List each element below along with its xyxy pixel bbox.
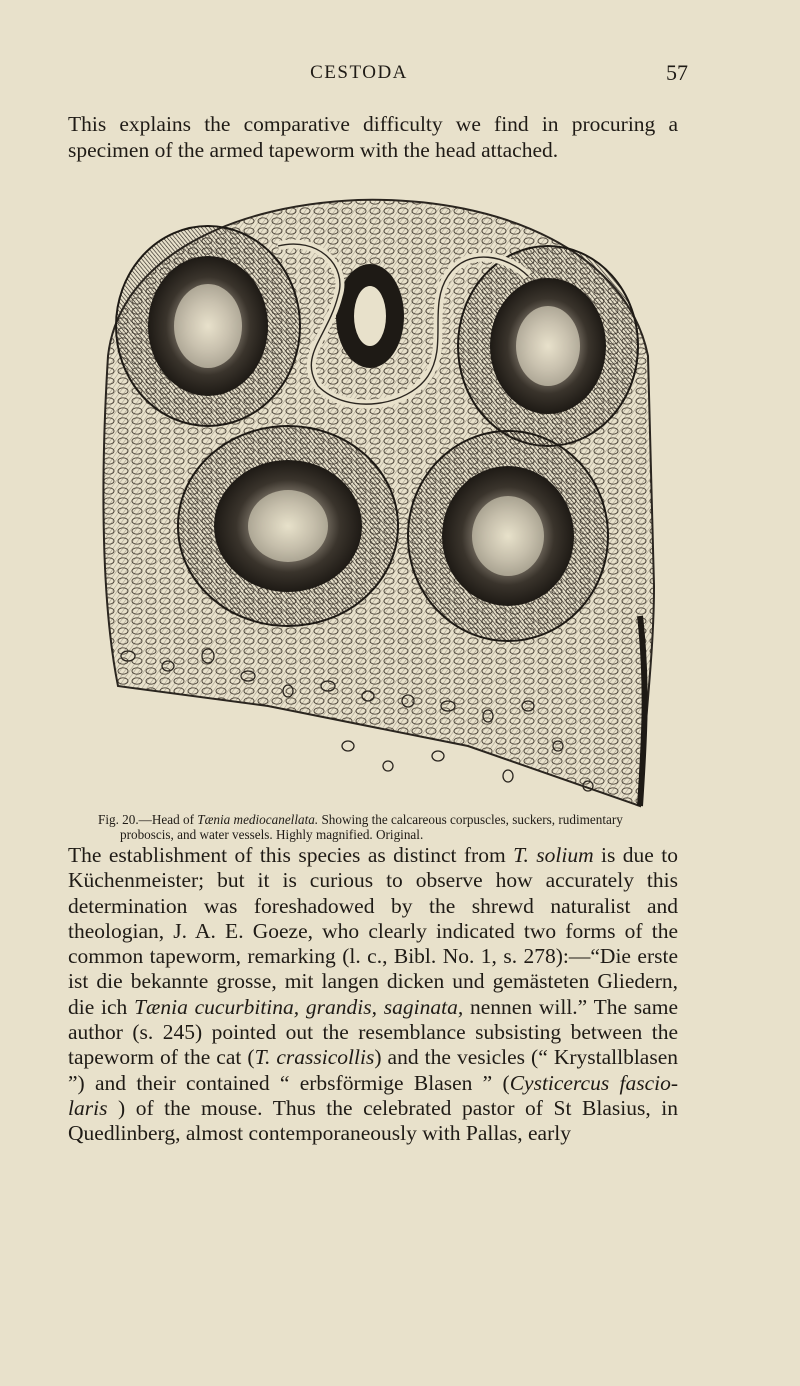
rudimentary-proboscis <box>336 264 404 368</box>
main-italic-2: Tænia cucurbitina, grandis, saginata, <box>134 994 464 1019</box>
sucker-top-right <box>458 246 638 446</box>
figure-caption <box>98 812 688 842</box>
main-text-4: ) and the vesicles (“ Krystallblasen ”) and their contained “ erbsförmige Blasen ” ( <box>68 1045 679 1095</box>
caption-dash: —Head of <box>138 812 198 827</box>
main-paragraph <box>68 843 678 1147</box>
main-italic-4: Cysticercus fascio- laris <box>68 1070 679 1120</box>
sucker-top-left <box>116 226 300 426</box>
caption-species: Tænia mediocanellata. <box>197 812 319 827</box>
running-title: CESTODA <box>310 62 408 83</box>
tapeworm-head-illustration <box>88 186 670 812</box>
page-number: 57 <box>666 60 688 85</box>
caption-text-2: proboscis, and water vessels. Highly magnified. Original. <box>120 827 424 842</box>
main-text-2: is due to Küchenmeister; but it is curious to observe how accurately this determination was foreshadowed by the shrewd naturalist and theologian, J. A. E. Goeze, who clearly indicated two forms of the common tapeworm, remarking (l. c., Bibl. No. 1, s. 278):—“Die erste ist die bekannte grosse, mit langen dicken und gemästeten Gliedern, die ich <box>68 843 679 1019</box>
sucker-bottom-left <box>178 426 398 626</box>
main-italic-1: T. solium <box>513 843 594 867</box>
main-italic-3: T. crassicollis <box>254 1045 375 1070</box>
caption-text-1: Showing the calcareous corpuscles, suckers, rudimentary <box>318 812 623 827</box>
sucker-bottom-right <box>408 431 608 641</box>
engraving-svg <box>88 186 670 812</box>
caption-label: Fig. 20. <box>98 812 139 827</box>
main-text-3: nennen will.” The same author (s. 245) pointed out the resemblance subsisting between the tapeworm of the cat ( <box>68 994 678 1070</box>
intro-paragraph: This explains the comparative difficulty we find in procuring a specimen of the armed tapeworm with the head attached. <box>68 112 678 162</box>
main-text-1: The establishment of this species as distinct from <box>68 843 514 867</box>
main-text-5: ) of the mouse. Thus the celebrated pastor of St Blasius, in Quedlinberg, almost contemporaneously with Pallas, early <box>68 1095 678 1146</box>
running-head <box>30 62 688 88</box>
